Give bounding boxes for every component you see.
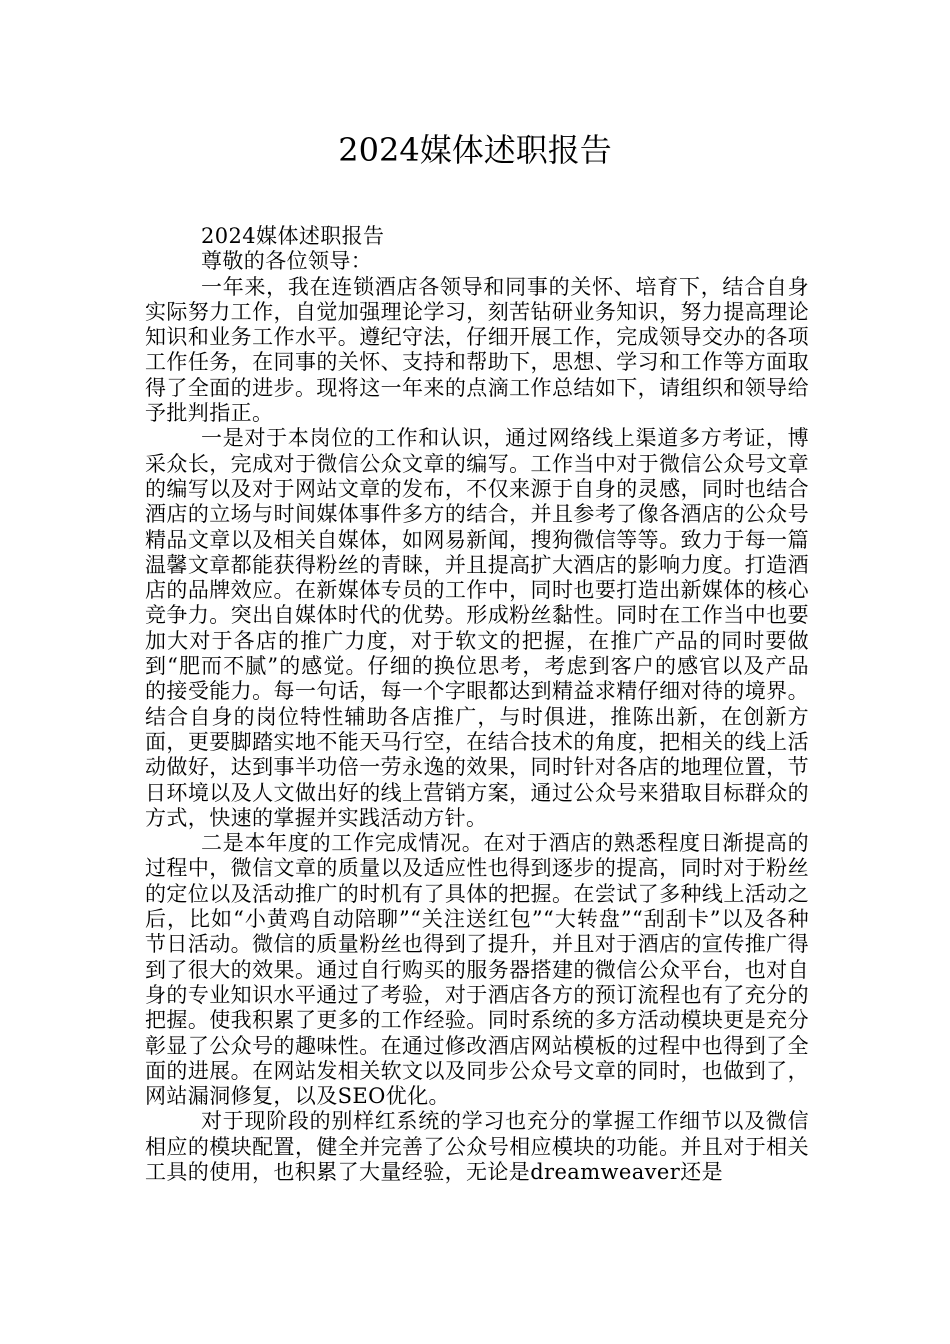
subtitle-paragraph: 2024媒体述职报告: [201, 224, 385, 248]
body-paragraph: 一是对于本岗位的工作和认识，通过网络线上渠道多方考证，博采众长，完成对于微信公众文章的编写。工作当中对于微信公众号文章的编写以及对于网站文章的发布，不仅来源于自身的灵感，同时也结合酒店的立场与时间媒体事件多方的结合，并且参考了像各酒店的公众号精品文章以及相关自媒体，如网易新闻，搜狗微信等等。致力于每一篇温馨文章都能获得粉丝的青睐，并且提高扩大酒店的影响力度。打造酒店的品牌效应。在新媒体专员的工作中，同时也要打造出新媒体的核心竞争力。突出自媒体时代的优势。形成粉丝黏性。同时在工作当中也要加大对于各店的推广力度，对于软文的把握，在推广产品的同时要做到“肥而不腻”的感觉。仔细的换位思考，考虑到客户的感官以及产品的接受能力。每一句话，每一个字眼都达到精益求精仔细对待的境界。结合自身的岗位特性辅助各店推广，与时俱进，推陈出新，在创新方面，更要脚踏实地不能天马行空，在结合技术的角度，把相关的线上活动做好，达到事半功倍一劳永逸的效果，同时针对各店的地理位置，节日环境以及人文做出好的线上营销方案，通过公众号来猎取目标群众的方式，快速的掌握并实践活动方针。: [145, 426, 809, 830]
document-body: [145, 224, 809, 1185]
body-paragraph: 一年来，我在连锁酒店各领导和同事的关怀、培育下，结合自身实际努力工作，自觉加强理论学习，刻苦钻研业务知识，努力提高理论知识和业务工作水平。遵纪守法，仔细开展工作，完成领导交办的各项工作任务，在同事的关怀、支持和帮助下，思想、学习和工作等方面取得了全面的进步。现将这一年来的点滴工作总结如下，请组织和领导给予批判指正。: [145, 274, 809, 426]
document-title: 2024媒体述职报告: [338, 131, 612, 169]
salutation-paragraph: 尊敬的各位领导：: [201, 249, 373, 274]
body-paragraph: 对于现阶段的别样红系统的学习也充分的掌握工作细节以及微信相应的模块配置，健全并完善了公众号相应模块的功能。并且对于相关工具的使用，也积累了大量经验，无论是dreamweaver还是: [145, 1109, 809, 1184]
body-paragraph: 二是本年度的工作完成情况。在对于酒店的熟悉程度日渐提高的过程中，微信文章的质量以及适应性也得到逐步的提高，同时对于粉丝的定位以及活动推广的时机有了具体的把握。在尝试了多种线上活动之后，比如“小黄鸡自动陪聊”“关注送红包”“大转盘”“刮刮卡”以及各种节日活动。微信的质量粉丝也得到了提升，并且对于酒店的宣传推广得到了很大的效果。通过自行购买的服务器搭建的微信公众平台，也对自身的专业知识水平通过了考验，对于酒店各方的预订流程也有了充分的把握。使我积累了更多的工作经验。同时系统的多方活动模块更是充分彰显了公众号的趣味性。在通过修改酒店网站模板的过程中也得到了全面的进展。在网站发相关软文以及同步公众号文章的同时，也做到了，网站漏洞修复，以及SEO优化。: [145, 831, 809, 1109]
